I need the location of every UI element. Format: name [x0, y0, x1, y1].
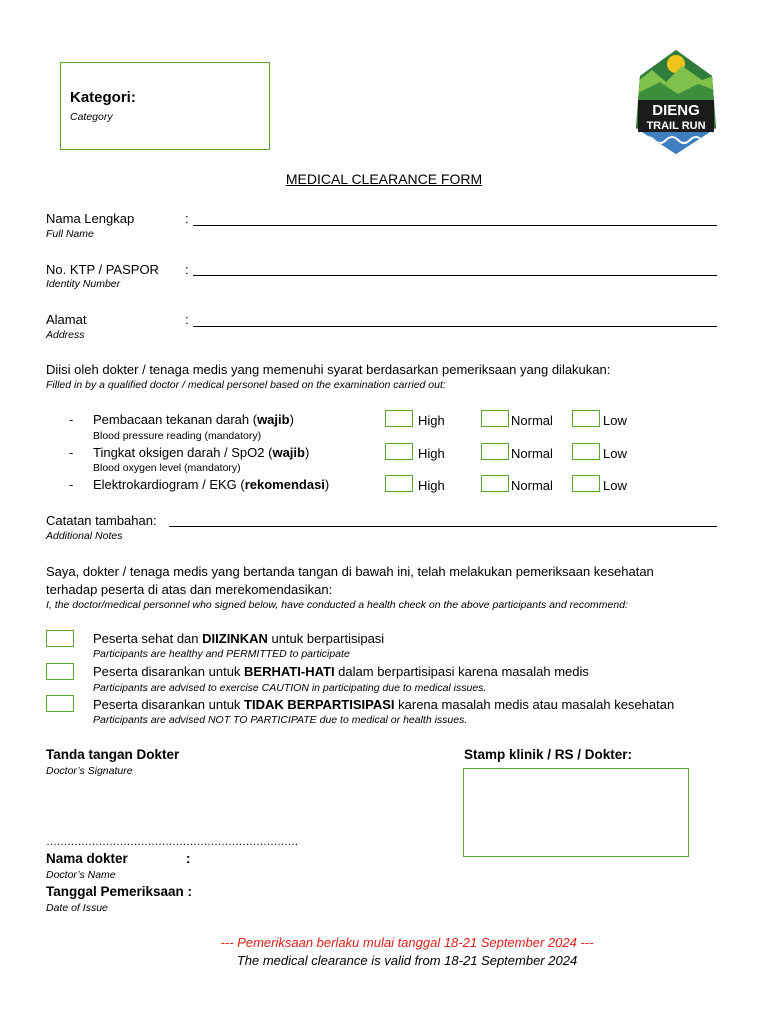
mountain-badge-logo-icon	[632, 46, 720, 158]
recommendation-label	[93, 697, 674, 713]
low-option-label: Low	[603, 478, 627, 493]
declaration-line1: Saya, dokter / tenaga medis yang bertanda tangan di bawah ini, telah melakukan pemeriksaan kesehatan	[46, 564, 654, 579]
stamp-label: Stamp klinik / RS / Dokter:	[464, 747, 633, 762]
declaration-subtext: I, the doctor/medical personnel who signed below, have conducted a health check on the above participants and recommend:	[46, 599, 628, 611]
high-checkbox[interactable]	[385, 475, 413, 492]
notes-label: Catatan tambahan:	[46, 513, 157, 528]
field-sublabel: Identity Number	[46, 278, 121, 290]
bullet: -	[69, 412, 74, 427]
caution-checkbox[interactable]	[46, 663, 74, 680]
recommendation-text-after: karena masalah medis atau masalah kesehatan	[394, 697, 675, 712]
exam-date-label: Tanggal Pemeriksaan :	[46, 884, 193, 899]
check-label	[93, 412, 294, 428]
high-option-label: High	[418, 413, 445, 428]
recommendation-text: Peserta disarankan untuk	[93, 697, 245, 712]
form-title: MEDICAL CLEARANCE FORM	[285, 171, 483, 187]
recommendation-label	[93, 631, 384, 647]
category-box	[60, 62, 270, 150]
signature-sublabel: Doctor’s Signature	[46, 765, 133, 777]
check-label-after: )	[289, 412, 294, 427]
recommendation-sublabel: Participants are healthy and PERMITTED to participate	[93, 648, 350, 660]
address-line[interactable]	[193, 326, 717, 327]
logo-text-line1: DIENG	[652, 102, 700, 119]
recommendation-bold: BERHATI-HATI	[244, 664, 335, 679]
validity-notice: --- Pemeriksaan berlaku mulai tanggal 18-21 September 2024 ---	[220, 935, 594, 950]
doctor-name-sublabel: Doctor’s Name	[46, 869, 116, 881]
permitted-checkbox[interactable]	[46, 630, 74, 647]
signature-label: Tanda tangan Dokter	[46, 747, 180, 762]
dieng-trail-run-logo	[632, 46, 720, 158]
instruction-subtext: Filled in by a qualified doctor / medical personel based on the examination carried out:	[46, 379, 446, 391]
field-label: Nama Lengkap	[46, 211, 135, 226]
category-sublabel: Category	[70, 111, 113, 123]
notes-line[interactable]	[169, 526, 717, 527]
logo-text-line2: TRAIL RUN	[646, 120, 706, 132]
high-checkbox[interactable]	[385, 410, 413, 427]
field-sublabel: Address	[46, 329, 85, 341]
low-option-label: Low	[603, 446, 627, 461]
normal-checkbox[interactable]	[481, 475, 509, 492]
high-checkbox[interactable]	[385, 443, 413, 460]
recommendation-label	[93, 664, 589, 680]
normal-checkbox[interactable]	[481, 443, 509, 460]
check-label-text: Tingkat oksigen darah / SpO2 (	[93, 445, 273, 460]
low-option-label: Low	[603, 413, 627, 428]
recommendation-sublabel: Participants are advised NOT TO PARTICIPATE due to medical or health issues.	[93, 714, 468, 726]
recommendation-sublabel: Participants are advised to exercise CAUTION in participating due to medical issues.	[93, 682, 487, 694]
declaration-line2: terhadap peserta di atas dan merekomendasikan:	[46, 582, 333, 597]
recommendation-bold: DIIZINKAN	[202, 631, 268, 646]
field-separator: :	[185, 211, 189, 226]
signature-dots[interactable]: ………………………………………………………………	[46, 836, 298, 848]
validity-notice-english: The medical clearance is valid from 18-21 September 2024	[236, 953, 578, 968]
bullet: -	[69, 445, 74, 460]
check-label	[93, 445, 309, 461]
check-label-text: Elektrokardiogram / EKG (	[93, 477, 245, 492]
field-separator: :	[185, 312, 189, 327]
check-label-text: Pembacaan tekanan darah (	[93, 412, 258, 427]
check-label-bold: wajib	[257, 412, 290, 427]
field-separator: :	[185, 262, 189, 277]
field-sublabel: Full Name	[46, 228, 94, 240]
not-participate-checkbox[interactable]	[46, 695, 74, 712]
doctor-name-separator: :	[186, 851, 191, 866]
recommendation-text-after: untuk berpartisipasi	[267, 631, 385, 646]
check-label	[93, 477, 329, 493]
notes-sublabel: Additional Notes	[46, 530, 123, 542]
low-checkbox[interactable]	[572, 410, 600, 427]
bullet: -	[69, 477, 74, 492]
recommendation-text-after: dalam berpartisipasi karena masalah medis	[334, 664, 589, 679]
high-option-label: High	[418, 478, 445, 493]
check-sublabel: Blood pressure reading (mandatory)	[93, 430, 262, 442]
recommendation-text: Peserta disarankan untuk	[93, 664, 245, 679]
normal-option-label: Normal	[511, 446, 553, 461]
normal-option-label: Normal	[511, 413, 553, 428]
check-label-bold: wajib	[272, 445, 305, 460]
low-checkbox[interactable]	[572, 443, 600, 460]
recommendation-bold: TIDAK BERPARTISIPASI	[244, 697, 395, 712]
full-name-line[interactable]	[193, 225, 717, 226]
check-sublabel: Blood oxygen level (mandatory)	[93, 462, 241, 474]
instruction-text: Diisi oleh dokter / tenaga medis yang memenuhi syarat berdasarkan pemeriksaan yang dilakukan:	[46, 362, 611, 377]
category-label: Kategori:	[70, 89, 136, 106]
identity-number-line[interactable]	[193, 275, 717, 276]
low-checkbox[interactable]	[572, 475, 600, 492]
field-label: Alamat	[46, 312, 87, 327]
high-option-label: High	[418, 446, 445, 461]
stamp-box[interactable]	[463, 768, 689, 857]
check-label-after: )	[304, 445, 310, 460]
doctor-name-label: Nama dokter	[46, 851, 128, 866]
check-label-after: )	[324, 477, 330, 492]
normal-checkbox[interactable]	[481, 410, 509, 427]
recommendation-text: Peserta sehat dan	[93, 631, 203, 646]
normal-option-label: Normal	[511, 478, 553, 493]
check-label-bold: rekomendasi	[244, 477, 325, 492]
field-label: No. KTP / PASPOR	[46, 262, 159, 277]
exam-date-sublabel: Date of Issue	[46, 902, 108, 914]
